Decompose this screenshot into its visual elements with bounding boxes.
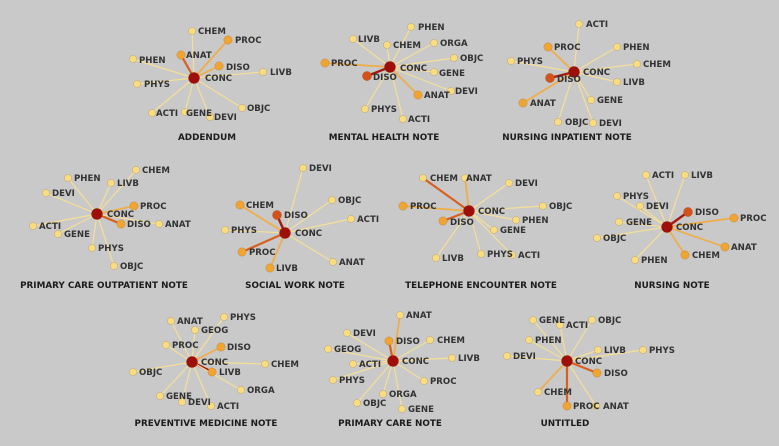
network-node bbox=[188, 27, 195, 34]
network-node bbox=[539, 202, 546, 209]
node-label: ACTI bbox=[408, 115, 431, 125]
node-label: CHEM bbox=[142, 166, 170, 176]
network-panel bbox=[503, 316, 675, 429]
network-node bbox=[463, 205, 474, 216]
node-label: CHEM bbox=[544, 388, 572, 398]
network-edge bbox=[285, 168, 303, 233]
node-label: LIVB bbox=[358, 35, 380, 45]
network-node bbox=[88, 244, 95, 251]
node-label: PROC bbox=[172, 341, 199, 351]
node-label: GENE bbox=[64, 230, 90, 240]
node-label: DISO bbox=[557, 75, 581, 85]
node-label: CHEM bbox=[393, 41, 421, 51]
network-panel bbox=[129, 313, 299, 429]
network-node bbox=[347, 215, 354, 222]
node-label: PHEN bbox=[418, 23, 445, 33]
node-label: DEVI bbox=[52, 189, 75, 199]
network-node bbox=[129, 368, 136, 375]
network-node bbox=[259, 68, 266, 75]
node-label: OBJC bbox=[598, 316, 622, 326]
node-label: PROC bbox=[331, 59, 358, 69]
panel-title: PRIMARY CARE OUTPATIENT NOTE bbox=[20, 281, 188, 291]
network-node bbox=[661, 221, 672, 232]
node-label: ANAT bbox=[177, 317, 203, 327]
network-node bbox=[563, 402, 571, 410]
network-node bbox=[215, 62, 223, 70]
node-label: ANAT bbox=[186, 51, 212, 61]
network-node bbox=[613, 78, 620, 85]
network-node bbox=[236, 201, 244, 209]
node-label: DISO bbox=[396, 337, 420, 347]
node-label: CHEM bbox=[643, 60, 671, 70]
network-node bbox=[188, 72, 199, 83]
node-label: CONC bbox=[205, 74, 233, 84]
network-node bbox=[633, 60, 640, 67]
node-label: LIVB bbox=[270, 68, 292, 78]
network-node bbox=[554, 118, 561, 125]
network-node bbox=[266, 264, 274, 272]
network-node bbox=[477, 250, 484, 257]
node-label: DISO bbox=[450, 218, 474, 228]
network-node bbox=[414, 91, 422, 99]
node-label: LIVB bbox=[458, 354, 480, 364]
node-label: PROC bbox=[573, 402, 600, 412]
node-label: DISO bbox=[226, 63, 250, 73]
network-node bbox=[512, 216, 519, 223]
network-node bbox=[186, 356, 197, 367]
node-label: OBJC bbox=[603, 234, 627, 244]
network-node bbox=[505, 179, 512, 186]
network-edge bbox=[97, 214, 114, 266]
network-node bbox=[589, 119, 596, 126]
node-label: CONC bbox=[107, 210, 135, 220]
node-label: ANAT bbox=[466, 174, 492, 184]
node-label: CHEM bbox=[430, 174, 458, 184]
node-label: LIVB bbox=[442, 254, 464, 264]
node-label: OBJC bbox=[460, 54, 484, 64]
network-node bbox=[321, 59, 329, 67]
network-node bbox=[162, 341, 169, 348]
network-node bbox=[343, 329, 350, 336]
node-label: DEVI bbox=[309, 164, 332, 174]
network-node bbox=[439, 217, 447, 225]
network-node bbox=[642, 171, 649, 178]
node-label: PHYS bbox=[98, 244, 124, 254]
network-node bbox=[387, 355, 398, 366]
node-label: GEOG bbox=[201, 326, 229, 336]
node-label: DEVI bbox=[214, 113, 237, 123]
node-label: GENE bbox=[166, 392, 192, 402]
node-label: ACTI bbox=[156, 109, 179, 119]
network-node bbox=[324, 345, 331, 352]
network-node bbox=[130, 202, 138, 210]
network-node bbox=[91, 208, 102, 219]
node-label: ANAT bbox=[603, 402, 629, 412]
network-node bbox=[639, 346, 646, 353]
network-node bbox=[221, 226, 228, 233]
network-panel bbox=[221, 164, 379, 291]
panel-title: NURSING INPATIENT NOTE bbox=[502, 133, 632, 143]
node-label: ACTI bbox=[518, 251, 541, 261]
network-node bbox=[721, 243, 729, 251]
network-node bbox=[426, 336, 433, 343]
network-node bbox=[615, 218, 622, 225]
node-label: DEVI bbox=[188, 398, 211, 408]
network-node bbox=[220, 313, 227, 320]
network-node bbox=[450, 54, 457, 61]
node-label: PHYS bbox=[231, 226, 257, 236]
network-node bbox=[132, 166, 139, 173]
network-node bbox=[224, 36, 232, 44]
network-panel bbox=[399, 174, 573, 291]
network-node bbox=[575, 20, 582, 27]
network-node bbox=[191, 326, 198, 333]
node-label: DEVI bbox=[513, 352, 536, 362]
network-node bbox=[398, 405, 405, 412]
node-label: PHEN bbox=[522, 216, 549, 226]
node-label: ANAT bbox=[731, 243, 757, 253]
node-label: ANAT bbox=[424, 91, 450, 101]
network-node bbox=[148, 109, 155, 116]
network-node bbox=[396, 311, 403, 318]
network-node bbox=[167, 317, 174, 324]
network-node bbox=[349, 35, 356, 42]
node-label: GEOG bbox=[334, 345, 362, 355]
network-node bbox=[29, 222, 36, 229]
node-label: PHYS bbox=[144, 80, 170, 90]
node-label: CONC bbox=[400, 64, 428, 74]
network-node bbox=[155, 220, 162, 227]
node-label: GENE bbox=[626, 218, 652, 228]
network-node bbox=[681, 251, 689, 259]
node-label: OBJC bbox=[139, 368, 163, 378]
edge-layer bbox=[133, 317, 265, 406]
panel-title: TELEPHONE ENCOUNTER NOTE bbox=[405, 281, 557, 291]
node-label: DISO bbox=[127, 220, 151, 230]
network-node bbox=[329, 258, 336, 265]
network-node bbox=[594, 346, 601, 353]
network-node bbox=[419, 174, 426, 181]
node-label: PHEN bbox=[535, 336, 562, 346]
node-label: LIVB bbox=[623, 78, 645, 88]
node-label: DISO bbox=[604, 369, 628, 379]
node-label: LIVB bbox=[604, 346, 626, 356]
network-panel bbox=[20, 166, 191, 291]
node-label: PHYS bbox=[649, 346, 675, 356]
network-node bbox=[593, 234, 600, 241]
network-panel bbox=[321, 23, 484, 143]
network-node bbox=[156, 392, 163, 399]
node-label: DISO bbox=[373, 73, 397, 83]
node-label: CHEM bbox=[437, 336, 465, 346]
node-label: OBJC bbox=[363, 399, 387, 409]
node-label: PROC bbox=[235, 36, 262, 46]
network-node bbox=[561, 355, 572, 366]
node-label: OBJC bbox=[247, 104, 271, 114]
node-label: DISO bbox=[695, 208, 719, 218]
node-label: ACTI bbox=[357, 215, 380, 225]
network-edge bbox=[393, 361, 402, 409]
node-label: DISO bbox=[284, 211, 308, 221]
network-node bbox=[730, 214, 738, 222]
node-label: CONC bbox=[478, 207, 506, 217]
node-label: CONC bbox=[295, 229, 323, 239]
network-node bbox=[525, 336, 532, 343]
network-node bbox=[399, 115, 406, 122]
panel-title: UNTITLED bbox=[540, 419, 590, 429]
network-node bbox=[519, 99, 527, 107]
network-node bbox=[399, 202, 407, 210]
node-label: ANAT bbox=[406, 311, 432, 321]
network-node bbox=[430, 39, 437, 46]
node-label: PHEN bbox=[623, 43, 650, 53]
node-label: OBJC bbox=[338, 196, 362, 206]
panel-title: SOCIAL WORK NOTE bbox=[245, 281, 345, 291]
network-node bbox=[279, 227, 290, 238]
network-node bbox=[261, 360, 268, 367]
node-label: PHYS bbox=[487, 250, 513, 260]
network-node bbox=[430, 68, 437, 75]
node-label: OBJC bbox=[549, 202, 573, 212]
node-label: PHYS bbox=[623, 192, 649, 202]
network-node bbox=[238, 248, 246, 256]
network-node bbox=[329, 376, 336, 383]
node-label: CONC bbox=[201, 358, 229, 368]
node-label: OBJC bbox=[565, 118, 589, 128]
node-label: PHYS bbox=[371, 105, 397, 115]
node-label: LIVB bbox=[691, 171, 713, 181]
network-node bbox=[384, 61, 395, 72]
network-node bbox=[272, 210, 281, 219]
node-label: LIVB bbox=[276, 264, 298, 274]
network-node bbox=[587, 96, 594, 103]
node-label: LIVB bbox=[117, 179, 139, 189]
node-label: ACTI bbox=[652, 171, 675, 181]
node-label: CHEM bbox=[198, 27, 226, 37]
node-label: PHEN bbox=[139, 56, 166, 66]
network-node bbox=[328, 196, 335, 203]
network-node bbox=[177, 51, 185, 59]
network-node bbox=[383, 41, 390, 48]
node-label: DEVI bbox=[515, 179, 538, 189]
node-label: PROC bbox=[554, 43, 581, 53]
network-node bbox=[681, 171, 688, 178]
node-label: ACTI bbox=[217, 402, 240, 412]
network-node bbox=[362, 71, 371, 80]
node-label: DEVI bbox=[455, 87, 478, 97]
node-label: PROC bbox=[410, 202, 437, 212]
node-label: ACTI bbox=[566, 321, 589, 331]
network-node bbox=[349, 360, 356, 367]
node-label: PHYS bbox=[339, 376, 365, 386]
network-node bbox=[631, 256, 638, 263]
network-node bbox=[503, 352, 510, 359]
node-label: PROC bbox=[430, 377, 457, 387]
node-label: ACTI bbox=[359, 360, 382, 370]
panel-title: PREVENTIVE MEDICINE NOTE bbox=[134, 419, 278, 429]
network-node bbox=[613, 192, 620, 199]
network-node bbox=[588, 316, 595, 323]
node-label: ANAT bbox=[530, 99, 556, 109]
network-node bbox=[448, 354, 455, 361]
network-node bbox=[545, 73, 554, 82]
network-node bbox=[237, 386, 244, 393]
network-node bbox=[636, 202, 643, 209]
node-label: ANAT bbox=[165, 220, 191, 230]
network-node bbox=[507, 57, 514, 64]
node-label: PHEN bbox=[74, 174, 101, 184]
node-label: GENE bbox=[597, 96, 623, 106]
panel-title: MENTAL HEALTH NOTE bbox=[328, 133, 440, 143]
network-panel bbox=[129, 27, 291, 143]
panel-title: PRIMARY CARE NOTE bbox=[338, 419, 442, 429]
node-label: PROC bbox=[140, 202, 167, 212]
network-node bbox=[133, 80, 140, 87]
network-node bbox=[238, 104, 245, 111]
node-label: PHEN bbox=[641, 256, 668, 266]
network-node bbox=[420, 377, 427, 384]
network-node bbox=[529, 316, 536, 323]
node-label: CONC bbox=[583, 68, 611, 78]
network-node bbox=[379, 390, 386, 397]
node-label: GENE bbox=[439, 69, 465, 79]
panel-title: NURSING NOTE bbox=[634, 281, 710, 291]
network-node bbox=[407, 23, 414, 30]
node-label: ACTI bbox=[586, 20, 609, 30]
node-label: CHEM bbox=[271, 360, 299, 370]
node-label: DISO bbox=[227, 343, 251, 353]
network-node bbox=[353, 399, 360, 406]
node-label: ORGA bbox=[389, 390, 417, 400]
node-label: CONC bbox=[402, 357, 430, 367]
node-label: GENE bbox=[408, 405, 434, 415]
network-panel bbox=[324, 311, 479, 429]
node-label: GENE bbox=[186, 109, 212, 119]
network-panel bbox=[502, 20, 671, 143]
node-label: DEVI bbox=[599, 119, 622, 129]
node-label: DEVI bbox=[646, 202, 669, 212]
node-label: ACTI bbox=[39, 222, 62, 232]
network-panel bbox=[593, 171, 766, 291]
node-label: PHYS bbox=[230, 313, 256, 323]
network-node bbox=[593, 369, 601, 377]
node-label: CONC bbox=[676, 223, 704, 233]
node-label: PHYS bbox=[517, 57, 543, 67]
network-node bbox=[534, 388, 541, 395]
node-label: ANAT bbox=[339, 258, 365, 268]
panel-title: ADDENDUM bbox=[178, 133, 236, 143]
node-label: PROC bbox=[249, 248, 276, 258]
network-node bbox=[299, 164, 306, 171]
network-node bbox=[110, 262, 117, 269]
node-label: PROC bbox=[740, 214, 767, 224]
network-node bbox=[361, 105, 368, 112]
network-node bbox=[683, 207, 692, 216]
network-node bbox=[117, 220, 125, 228]
node-label: CONC bbox=[575, 357, 603, 367]
network-node bbox=[490, 226, 497, 233]
node-label: GENE bbox=[500, 226, 526, 236]
node-label: CHEM bbox=[246, 201, 274, 211]
node-label: OBJC bbox=[120, 262, 144, 272]
network-node bbox=[107, 179, 114, 186]
node-label: DEVI bbox=[353, 329, 376, 339]
node-label: ORGA bbox=[440, 39, 468, 49]
network-node bbox=[217, 343, 225, 351]
network-node bbox=[385, 337, 393, 345]
network-node bbox=[613, 43, 620, 50]
network-node bbox=[129, 55, 136, 62]
network-node bbox=[544, 43, 552, 51]
node-label: LIVB bbox=[219, 368, 241, 378]
node-label: GENE bbox=[539, 316, 565, 326]
network-node bbox=[208, 368, 216, 376]
network-node bbox=[432, 254, 439, 261]
node-label: CHEM bbox=[692, 251, 720, 261]
network-node bbox=[42, 189, 49, 196]
node-label: ORGA bbox=[247, 386, 275, 396]
network-node bbox=[64, 174, 71, 181]
